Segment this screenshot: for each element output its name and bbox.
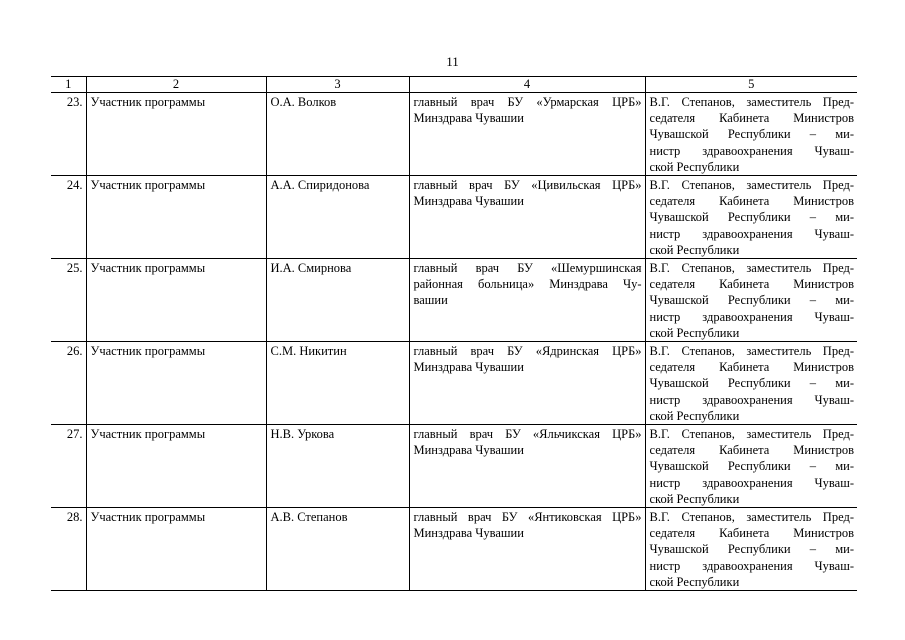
participant-name: Н.В. Уркова [266,425,409,508]
responsible-line: ской Республики [649,408,740,423]
responsible-official [645,342,857,425]
responsible-line: нистр здравоохранения Чуваш- [649,475,854,490]
responsible-line: В.Г. Степанов, заместитель Пред- [649,178,854,193]
participant-name: О.А. Волков [266,93,409,176]
row-number: 26. [51,342,86,425]
responsible-line: ской Республики [649,491,740,506]
responsible-line: Чувашской Республики – ми- [649,542,854,557]
responsible-official [645,425,857,508]
row-number: 24. [51,176,86,259]
position-line: Минздрава Чувашии [413,360,524,375]
position-line: Минздрава Чувашии [413,194,524,209]
column-header-4: 4 [409,77,645,93]
participant-position [409,342,645,425]
position-line: главный врач БУ «Яльчикская ЦРБ» [413,427,642,442]
column-header-1: 1 [51,77,86,93]
responsible-line: седателя Кабинета Министров [649,360,854,375]
participant-position [409,508,645,591]
position-line: главный врач БУ «Урмарская ЦРБ» [413,95,642,109]
table-row [51,93,857,176]
row-number: 27. [51,425,86,508]
participant-name: С.М. Никитин [266,342,409,425]
responsible-line: Чувашской Республики – ми- [649,127,854,142]
responsible-line: нистр здравоохранения Чуваш- [649,143,854,158]
responsible-line: В.Г. Степанов, заместитель Пред- [649,344,854,359]
column-header-5: 5 [645,77,857,93]
responsible-line: нистр здравоохранения Чуваш- [649,226,854,241]
participant-role: Участник программы [86,425,266,508]
responsible-line: В.Г. Степанов, заместитель Пред- [649,427,854,442]
participant-role: Участник программы [86,93,266,176]
program-participants-table [51,76,857,591]
responsible-line: ской Республики [649,242,740,257]
responsible-line: ской Республики [649,159,740,174]
position-line: Минздрава Чувашии [413,526,524,541]
responsible-line: В.Г. Степанов, заместитель Пред- [649,510,854,525]
position-line: районная больница» Минздрава Чу- [413,277,642,292]
position-line: главный врач БУ «Ядринская ЦРБ» [413,344,642,359]
participant-role: Участник программы [86,508,266,591]
table-row [51,425,857,508]
position-line: главный врач БУ «Шемуршинская [413,261,642,276]
participant-role: Участник программы [86,259,266,342]
position-line: главный врач БУ «Цивильская ЦРБ» [413,178,642,193]
responsible-line: Чувашской Республики – ми- [649,293,854,308]
column-number-header-row [51,77,857,93]
participant-name: А.А. Спиридонова [266,176,409,259]
participant-role: Участник программы [86,342,266,425]
table-row [51,176,857,259]
responsible-line: седателя Кабинета Министров [649,111,854,126]
column-header-3: 3 [266,77,409,93]
participant-name: А.В. Степанов [266,508,409,591]
responsible-line: седателя Кабинета Министров [649,194,854,209]
participant-name: И.А. Смирнова [266,259,409,342]
position-line: Минздрава Чувашии [413,443,524,458]
responsible-line: В.Г. Степанов, заместитель Пред- [649,95,854,109]
responsible-official [645,93,857,176]
responsible-line: Чувашской Республики – ми- [649,210,854,225]
column-header-2: 2 [86,77,266,93]
row-number: 28. [51,508,86,591]
responsible-line: седателя Кабинета Министров [649,443,854,458]
responsible-line: ской Республики [649,574,740,589]
responsible-line: седателя Кабинета Министров [649,526,854,541]
row-number: 25. [51,259,86,342]
responsible-official [645,508,857,591]
page-number: 11 [446,54,459,69]
table-body [51,93,857,591]
row-number: 23. [51,93,86,176]
responsible-line: В.Г. Степанов, заместитель Пред- [649,261,854,276]
responsible-line: Чувашской Республики – ми- [649,376,854,391]
table-row [51,342,857,425]
table-row [51,259,857,342]
responsible-official [645,259,857,342]
participant-position [409,176,645,259]
responsible-line: нистр здравоохранения Чуваш- [649,309,854,324]
table-row [51,508,857,591]
responsible-line: нистр здравоохранения Чуваш- [649,558,854,573]
responsible-official [645,176,857,259]
position-line: Минздрава Чувашии [413,111,524,126]
responsible-line: седателя Кабинета Министров [649,277,854,292]
position-line: главный врач БУ «Янтиковская ЦРБ» [413,510,642,525]
responsible-line: ской Республики [649,325,740,340]
responsible-line: Чувашской Республики – ми- [649,459,854,474]
position-line: вашии [413,293,448,308]
responsible-line: нистр здравоохранения Чуваш- [649,392,854,407]
participant-position [409,425,645,508]
participant-role: Участник программы [86,176,266,259]
participant-position [409,259,645,342]
participant-position [409,93,645,176]
